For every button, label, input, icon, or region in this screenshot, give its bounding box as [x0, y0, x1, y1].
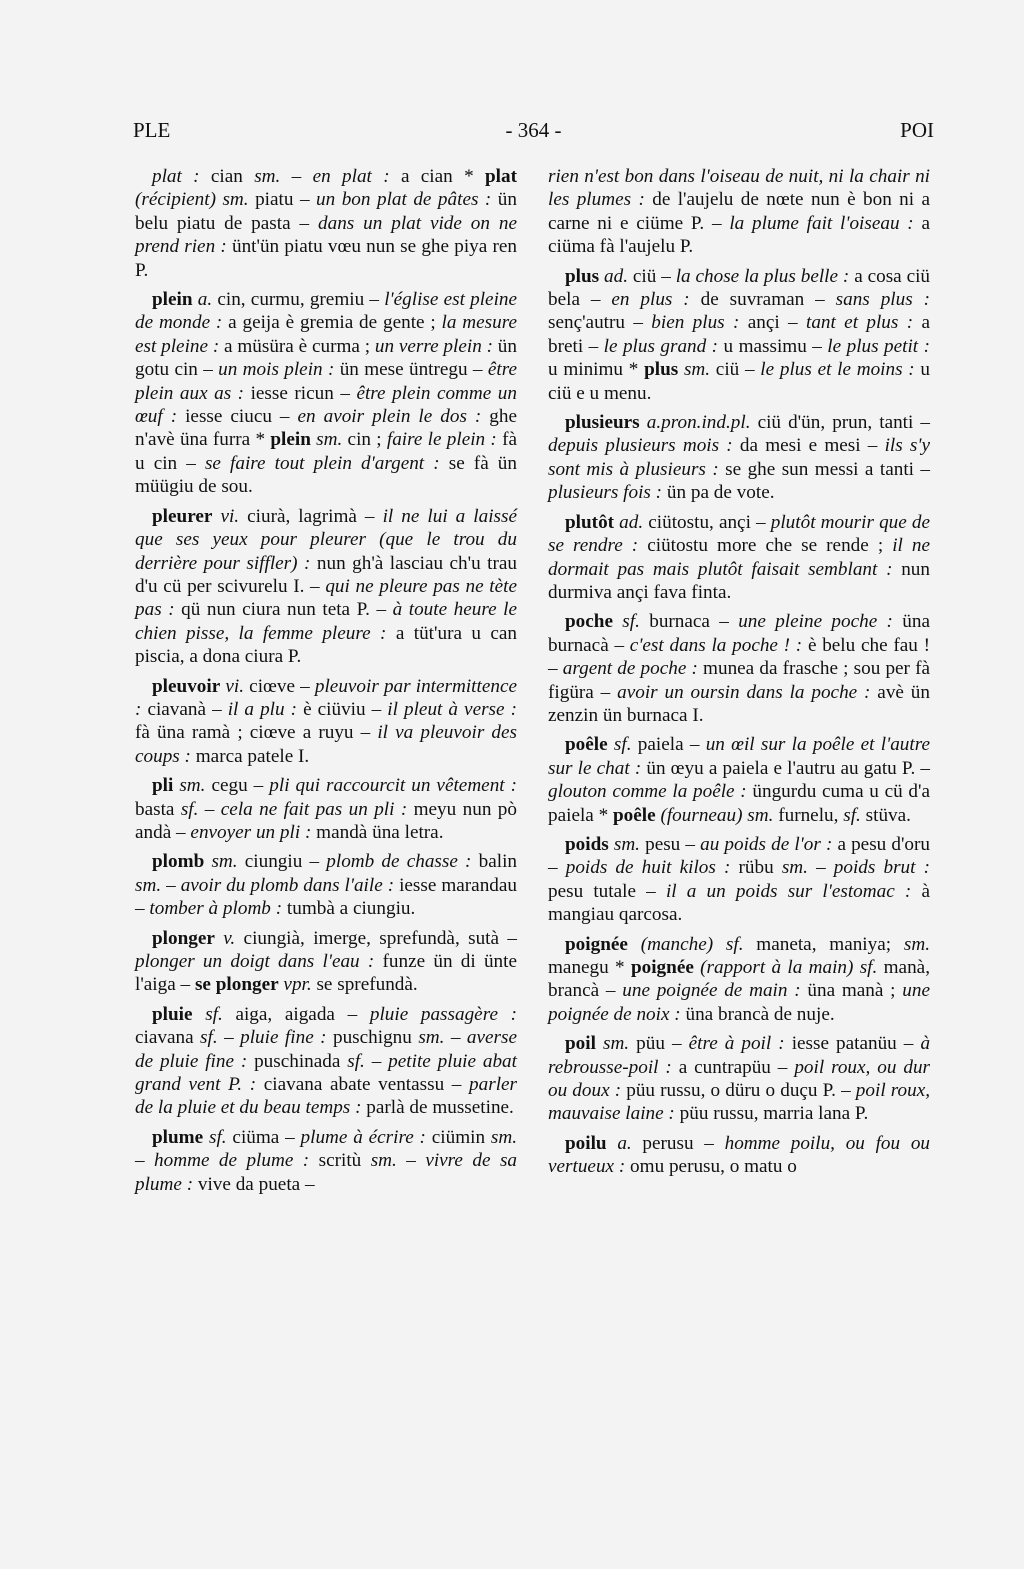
- entry-plusieurs: plusieurs a.pron.ind.pl. ciü d'ün, prun, tanti – depuis plusieurs mois : da mesi e mesi – ils s'y sont mis à plusieurs : se ghe sun messi a tanti – plusieurs fois : ün pa de vote.: [548, 412, 931, 504]
- entry-poids: poids sm. pesu – au poids de l'or : a pesu d'oru – poids de huit kilos : rübu sm. – poids brut : pesu tutale – il a un poids sur l'estomac : à mangiau qarcosa.: [548, 833, 931, 926]
- left-column: [135, 165, 517, 1202]
- entry-plat: plat : cian sm. – en plat : a cian * plat (récipient) sm. piatu – un bon plat de pâtes : ün belu piatu de pasta – dans un plat vide on ne prend rien : ünt'ün piatu vœu nun se ghe piya ren P.: [135, 166, 518, 281]
- entry-poele: poêle sf. paiela – un œil sur la poêle et l'autre sur le chat : ün œyu a paiela e l'autru au gatu P. – glouton comme la poêle : üngurdu cuma u cü d'a paiela * poêle (fourneau) sm. furnelu, sf. stüva.: [548, 734, 930, 826]
- entry-pli: pli sm. cegu – pli qui raccourcit un vêtement : basta sf. – cela ne fait pas un pli : meyu nun pò andà – envoyer un pli : mandà üna letra.: [135, 775, 517, 843]
- entry-plus: plus ad. ciü – la chose la plus belle : a cosa ciü bela – en plus : de suvraman – sans plus : senç'autru – bien plus : ançi – tant et plus : a breti – le plus grand : u massimu – le plus petit : u minimu * plus sm. ciü – le plus et le moins : u ciü e u menu.: [548, 265, 931, 404]
- entry-poche: poche sf. burnaca – une pleine poche : üna burnacà – c'est dans la poche ! : è belu che fau ! – argent de poche : munea da frasche ; sou per fà figüra – avoir un oursin dans la poche : avè ün zenzin ün burnaca I.: [548, 611, 930, 726]
- entry-plume-continued: rien n'est bon dans l'oiseau de nuit, ni la chair ni les plumes : de l'aujelu de nœte nun è bon ni a carne ni e ciüme P. – la plume fait l'oiseau : a ciüma fà l'aujelu P.: [548, 166, 931, 258]
- right-column: [548, 165, 930, 1185]
- entry-plein: plein a. cin, curmu, gremiu – l'église est pleine de monde : a geija è gremia de gente ; la mesure est pleine : a müsüra è curma ; un verre plein : ün gotu cin – un mois plein : ün mese üntregu – être plein aux as : iesse ricun – être plein comme un œuf : iesse ciucu – en avoir plein le dos : ghe n'avè üna furra * plein sm. cin ; faire le plein : fà u cin – se faire tout plein d'argent : se fà ün müügiu de sou.: [135, 289, 518, 498]
- entry-pluie: pluie sf. aiga, aigada – pluie passagère : ciavana sf. – pluie fine : puschignu sm. – averse de pluie fine : puschinada sf. – petite pluie abat grand vent P. : ciavana abate ventassu – parler de la pluie et du beau temps : parlà de mussetine.: [135, 1003, 518, 1119]
- header-left-guide-word: PLE: [133, 118, 171, 142]
- entry-plume: plume sf. ciüma – plume à écrire : ciümin sm. – homme de plume : scritù sm. – vivre de sa plume : vive da pueta –: [135, 1126, 518, 1195]
- header-right-guide-word: POI: [900, 118, 934, 142]
- page-header: [133, 118, 934, 148]
- entry-plutot: plutôt ad. ciütostu, ançi – plutôt mourir que de se rendre : ciütostu more che se rende ; il ne dormait pas mais plutôt faisait semblant : nun durmiva ançi fava finta.: [548, 511, 931, 603]
- entry-poil: poil sm. püu – être à poil : iesse patanüu – à rebrousse-poil : a cuntrapüu – poil roux, ou dur ou doux : püu russu, o düru o duçu P. – poil roux, mauvaise laine : püu russu, marria lana P.: [548, 1033, 931, 1125]
- entry-poignee: poignée (manche) sf. maneta, maniya; sm. manegu * poignée (rapport à la main) sf. manà, brancà – une poignée de main : üna manà ; une poignée de noix : üna brancà de nuje.: [548, 933, 930, 1025]
- entry-pleurer: pleurer vi. ciurà, lagrimà – il ne lui a laissé que ses yeux pour pleurer (que le trou du derrière pour siffler) : nun gh'à lasciau ch'u trau d'u cü per scivurelu I. – qui ne pleure pas ne tète pas : qü nun ciura nun teta P. – à toute heure le chien pisse, la femme pleure : a tüt'ura u can piscia, a dona ciura P.: [135, 505, 518, 668]
- entry-poilu: poilu a. perusu – homme poilu, ou fou ou vertueux : omu perusu, o matu o: [548, 1132, 931, 1178]
- entry-pleuvoir: pleuvoir vi. ciœve – pleuvoir par intermittence : ciavanà – il a plu : è ciüviu – il pleut à verse : fà üna ramà ; ciœve a ruyu – il va pleuvoir des coups : marca patele I.: [135, 675, 517, 767]
- entry-plonger: plonger v. ciungià, imerge, sprefundà, sutà – plonger un doigt dans l'eau : funze ün di ünte l'aiga – se plonger vpr. se sprefundà.: [135, 927, 517, 996]
- page-number: - 364 -: [505, 118, 562, 142]
- entry-plomb: plomb sm. ciungiu – plomb de chasse : balin sm. – avoir du plomb dans l'aile : iesse marandau – tomber à plomb : tumbà a ciungiu.: [135, 851, 518, 920]
